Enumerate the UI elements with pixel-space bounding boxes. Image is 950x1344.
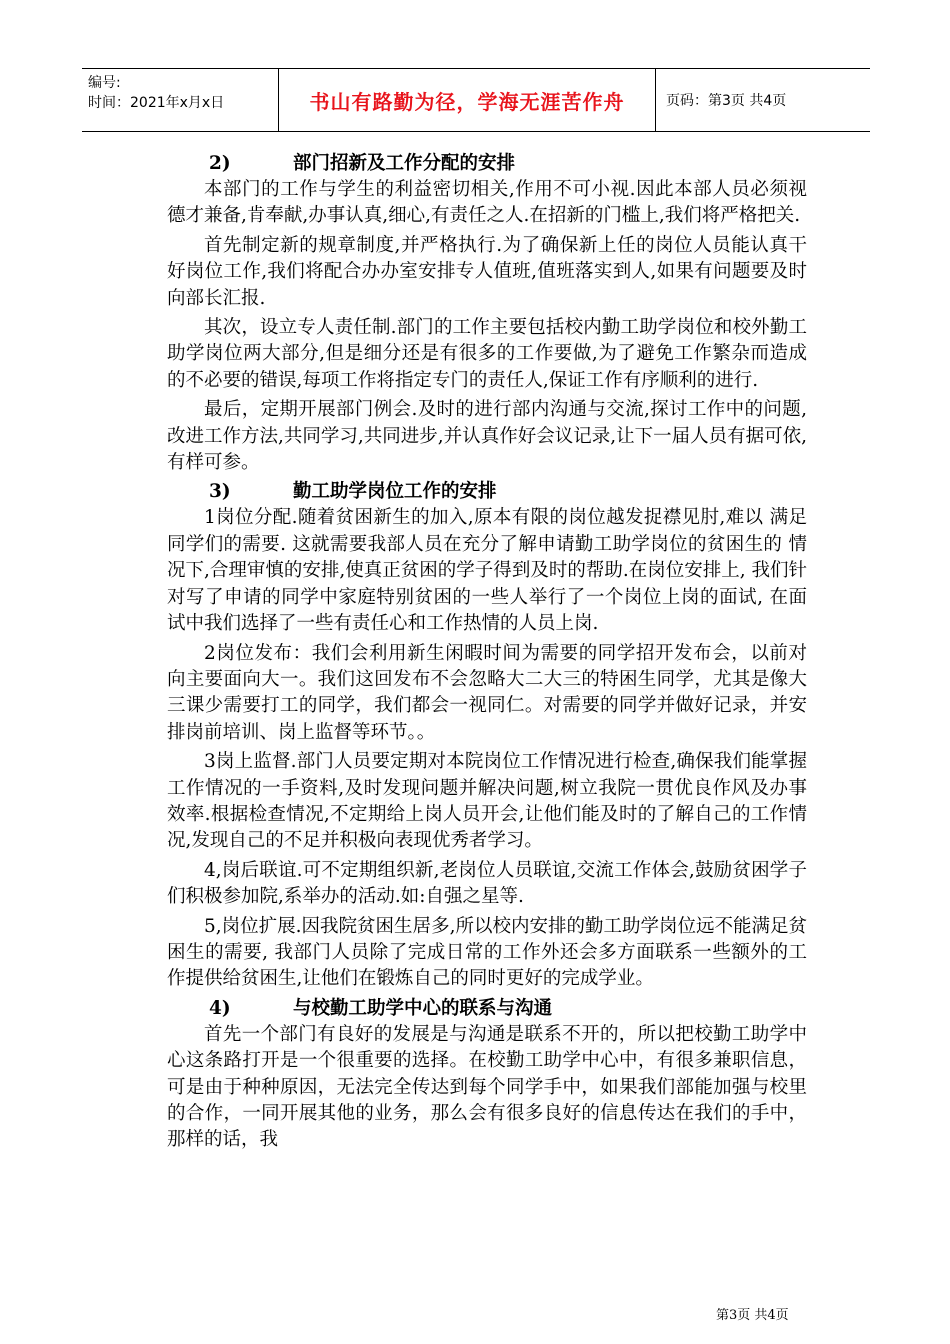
body-paragraph: 3岗上监督.部门人员要定期对本院岗位工作情况进行检查,确保我们能掌握工作情况的一手资料,及时发现问题并解决问题,树立我院一贯优良作风及办事效率.根据检查情况,不定期给上岗人员开会,让他们能及时的了解自己的工作情况,发现自己的不足并积极向表现优秀者学习。: [167, 751, 807, 852]
body-paragraph: 2岗位发布：我们会利用新生闲暇时间为需要的同学招开发布会，以前对向主要面向大一。我们这回发布不会忽略大二大三的特困生同学，尤其是像大三课少需要打工的同学，我们都会一视同仁。对需要的同学并做好记录，并安排岗前培训、岗上监督等环节。。: [167, 642, 807, 743]
header-page-code: 页码：第3页 共4页: [666, 93, 787, 109]
body-paragraph: 首先制定新的规章制度,并严格执行.为了确保新上任的岗位人员能认真干好岗位工作,我们将配合办办室安排专人值班,值班落实到人,如果有问题要及时向部长汇报.: [167, 234, 807, 309]
section-title: 与校勤工助学中心的联系与沟通: [293, 997, 553, 1019]
body-paragraph: 其次，设立专人责任制.部门的工作主要包括校内勤工助学岗位和校外勤工助学岗位两大部分,但是细分还是有很多的工作要做,为了避免工作繁杂而造成的不必要的错误,每项工作将指定专门的责任人,保证工作有序顺利的进行.: [167, 317, 807, 391]
document-date: 时间：2021年x月x日: [88, 95, 225, 111]
section-title: 部门招新及工作分配的安排: [293, 153, 516, 174]
body-paragraph: 1岗位分配.随着贫困新生的加入,原本有限的岗位越发捉襟见肘,难以 满足同学们的需要. 这就需要我部人员在充分了解申请勤工助学岗位的贫困生的 情况下,合理审慎的安排,使真正贫困的学子得到及时的帮助.在岗位安排上, 我们针对写了申请的同学中家庭特别贫困的一些人举行了一个岗位上岗的面试, 在面试中我们选择了一些有责任心和工作热情的人员上岗.: [167, 507, 807, 635]
header-motto: 书山有路勤为径，学海无涯苦作舟: [278, 69, 656, 131]
body-paragraph: 本部门的工作与学生的利益密切相关,作用不可小视.因此本部人员必须视德才兼备,肯奉献,办事认真,细心,有责任之人.在招新的门槛上,我们将严格把关.: [167, 179, 807, 227]
document-number-label: 编号:: [88, 75, 121, 91]
section-heading: [167, 995, 807, 1022]
header-meta: [82, 69, 278, 131]
page-footer: 第3页 共4页: [716, 1308, 789, 1323]
section-heading: [167, 150, 807, 177]
body-paragraph: 首先一个部门有良好的发展是与沟通是联系不开的，所以把校勤工助学中心这条路打开是一个很重要的选择。在校勤工助学中心中，有很多兼职信息，可是由于种种原因，无法完全传达到每个同学手中，如果我们部能加强与校里的合作，一同开展其他的业务，那么会有很多良好的信息传达在我们的手中，那样的话，我: [167, 1023, 807, 1151]
body-paragraph: 最后，定期开展部门例会.及时的进行部内沟通与交流,探讨工作中的问题, 改进工作方法,共同学习,共同进步,并认真作好会议记录,让下一届人员有据可依,有样可参。: [167, 399, 807, 474]
section-heading: [167, 478, 807, 505]
page-header: [82, 68, 870, 132]
body-paragraph: 4,岗后联谊.可不定期组织新,老岗位人员联谊,交流工作体会,鼓励贫困学子们积极参加院,系举办的活动.如:自强之星等.: [167, 859, 807, 908]
section-number: 4): [209, 997, 231, 1019]
section-title: 勤工助学岗位工作的安排: [293, 481, 497, 503]
section-number: 3): [209, 481, 231, 503]
body-paragraph: 5,岗位扩展.因我院贫困生居多,所以校内安排的勤工助学岗位远不能满足贫困生的需要, 我部门人员除了完成日常的工作外还会多方面联系一些额外的工作提供给贫困生,让他们在锻炼自己的同时更好的完成学业。: [167, 915, 807, 990]
document-body: [167, 150, 807, 1154]
section-number: 2): [209, 153, 231, 174]
